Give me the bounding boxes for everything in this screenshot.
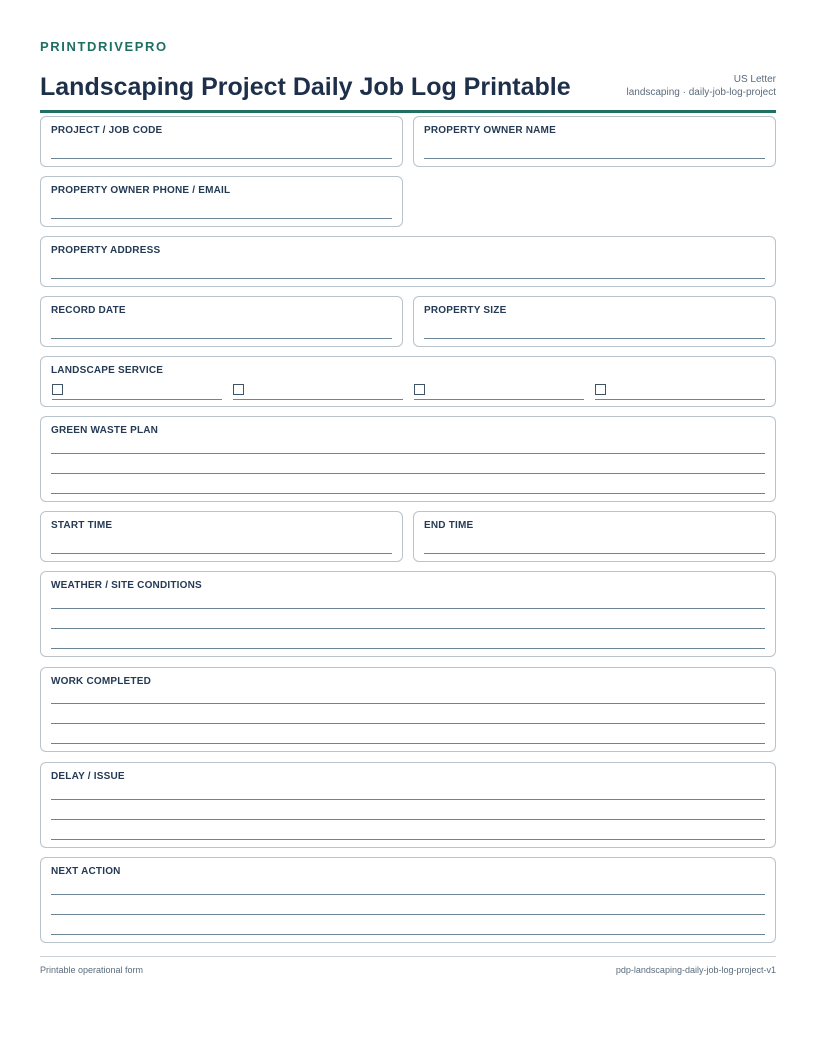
field-label: WEATHER / SITE CONDITIONS bbox=[51, 580, 202, 591]
write-line[interactable] bbox=[51, 338, 392, 339]
field-label: LANDSCAPE SERVICE bbox=[51, 365, 164, 376]
page-meta bbox=[626, 73, 776, 99]
field-label: GREEN WASTE PLAN bbox=[51, 425, 159, 436]
write-line[interactable] bbox=[51, 934, 765, 935]
title-row bbox=[40, 54, 776, 113]
write-line[interactable] bbox=[51, 453, 765, 454]
field-label: NEXT ACTION bbox=[51, 866, 121, 877]
write-line[interactable] bbox=[414, 399, 584, 400]
service-option-4[interactable] bbox=[595, 384, 765, 400]
field-label: WORK COMPLETED bbox=[51, 676, 152, 687]
weather-site-conditions-field[interactable] bbox=[40, 571, 776, 657]
write-line[interactable] bbox=[424, 338, 765, 339]
landscape-service-field bbox=[40, 356, 776, 407]
write-line[interactable] bbox=[51, 493, 765, 494]
property-owner-contact-field[interactable] bbox=[40, 176, 403, 227]
write-line[interactable] bbox=[51, 723, 765, 724]
write-line[interactable] bbox=[51, 278, 765, 279]
end-time-field[interactable] bbox=[413, 511, 776, 562]
property-owner-name-field[interactable] bbox=[413, 116, 776, 167]
write-line[interactable] bbox=[51, 553, 392, 554]
field-label: PROPERTY SIZE bbox=[424, 305, 507, 316]
form-header bbox=[40, 40, 776, 113]
paper-size: US Letter bbox=[733, 74, 776, 85]
form-id: pdp-landscaping-daily-job-log-project-v1 bbox=[615, 965, 776, 975]
write-line[interactable] bbox=[424, 553, 765, 554]
field-label: DELAY / ISSUE bbox=[51, 771, 125, 782]
property-size-field[interactable] bbox=[413, 296, 776, 347]
project-job-code-field[interactable] bbox=[40, 116, 403, 167]
write-line[interactable] bbox=[51, 799, 765, 800]
write-line[interactable] bbox=[51, 743, 765, 744]
write-line[interactable] bbox=[424, 158, 765, 159]
checkbox[interactable] bbox=[414, 384, 425, 395]
write-line[interactable] bbox=[51, 473, 765, 474]
field-label: PROPERTY OWNER NAME bbox=[424, 125, 556, 136]
record-date-field[interactable] bbox=[40, 296, 403, 347]
delay-issue-field[interactable] bbox=[40, 762, 776, 848]
work-completed-field[interactable] bbox=[40, 667, 776, 752]
write-line[interactable] bbox=[51, 158, 392, 159]
write-line[interactable] bbox=[51, 628, 765, 629]
write-line[interactable] bbox=[51, 608, 765, 609]
next-action-field[interactable] bbox=[40, 857, 776, 943]
checkbox[interactable] bbox=[595, 384, 606, 395]
footer-note: Printable operational form bbox=[40, 965, 144, 975]
field-label: END TIME bbox=[424, 520, 474, 531]
write-line[interactable] bbox=[52, 399, 222, 400]
field-label: PROPERTY ADDRESS bbox=[51, 245, 161, 256]
service-option-3[interactable] bbox=[414, 384, 584, 400]
page-title: Landscaping Project Daily Job Log Printable bbox=[40, 73, 571, 101]
field-label: PROPERTY OWNER PHONE / EMAIL bbox=[51, 185, 231, 196]
brand-name: PRINTDRIVEPRO bbox=[40, 39, 168, 54]
page-footer bbox=[40, 956, 776, 975]
write-line[interactable] bbox=[51, 703, 765, 704]
write-line[interactable] bbox=[51, 894, 765, 895]
field-label: START TIME bbox=[51, 520, 113, 531]
form-slug: landscaping · daily-job-log-project bbox=[626, 87, 776, 98]
write-line[interactable] bbox=[233, 399, 403, 400]
checkbox[interactable] bbox=[233, 384, 244, 395]
write-line[interactable] bbox=[51, 218, 392, 219]
green-waste-plan-field[interactable] bbox=[40, 416, 776, 502]
field-label: PROJECT / JOB CODE bbox=[51, 125, 163, 136]
write-line[interactable] bbox=[595, 399, 765, 400]
service-option-1[interactable] bbox=[52, 384, 222, 400]
property-address-field[interactable] bbox=[40, 236, 776, 287]
write-line[interactable] bbox=[51, 648, 765, 649]
write-line[interactable] bbox=[51, 914, 765, 915]
checkbox[interactable] bbox=[52, 384, 63, 395]
start-time-field[interactable] bbox=[40, 511, 403, 562]
write-line[interactable] bbox=[51, 819, 765, 820]
write-line[interactable] bbox=[51, 839, 765, 840]
field-label: RECORD DATE bbox=[51, 305, 126, 316]
service-option-2[interactable] bbox=[233, 384, 403, 400]
